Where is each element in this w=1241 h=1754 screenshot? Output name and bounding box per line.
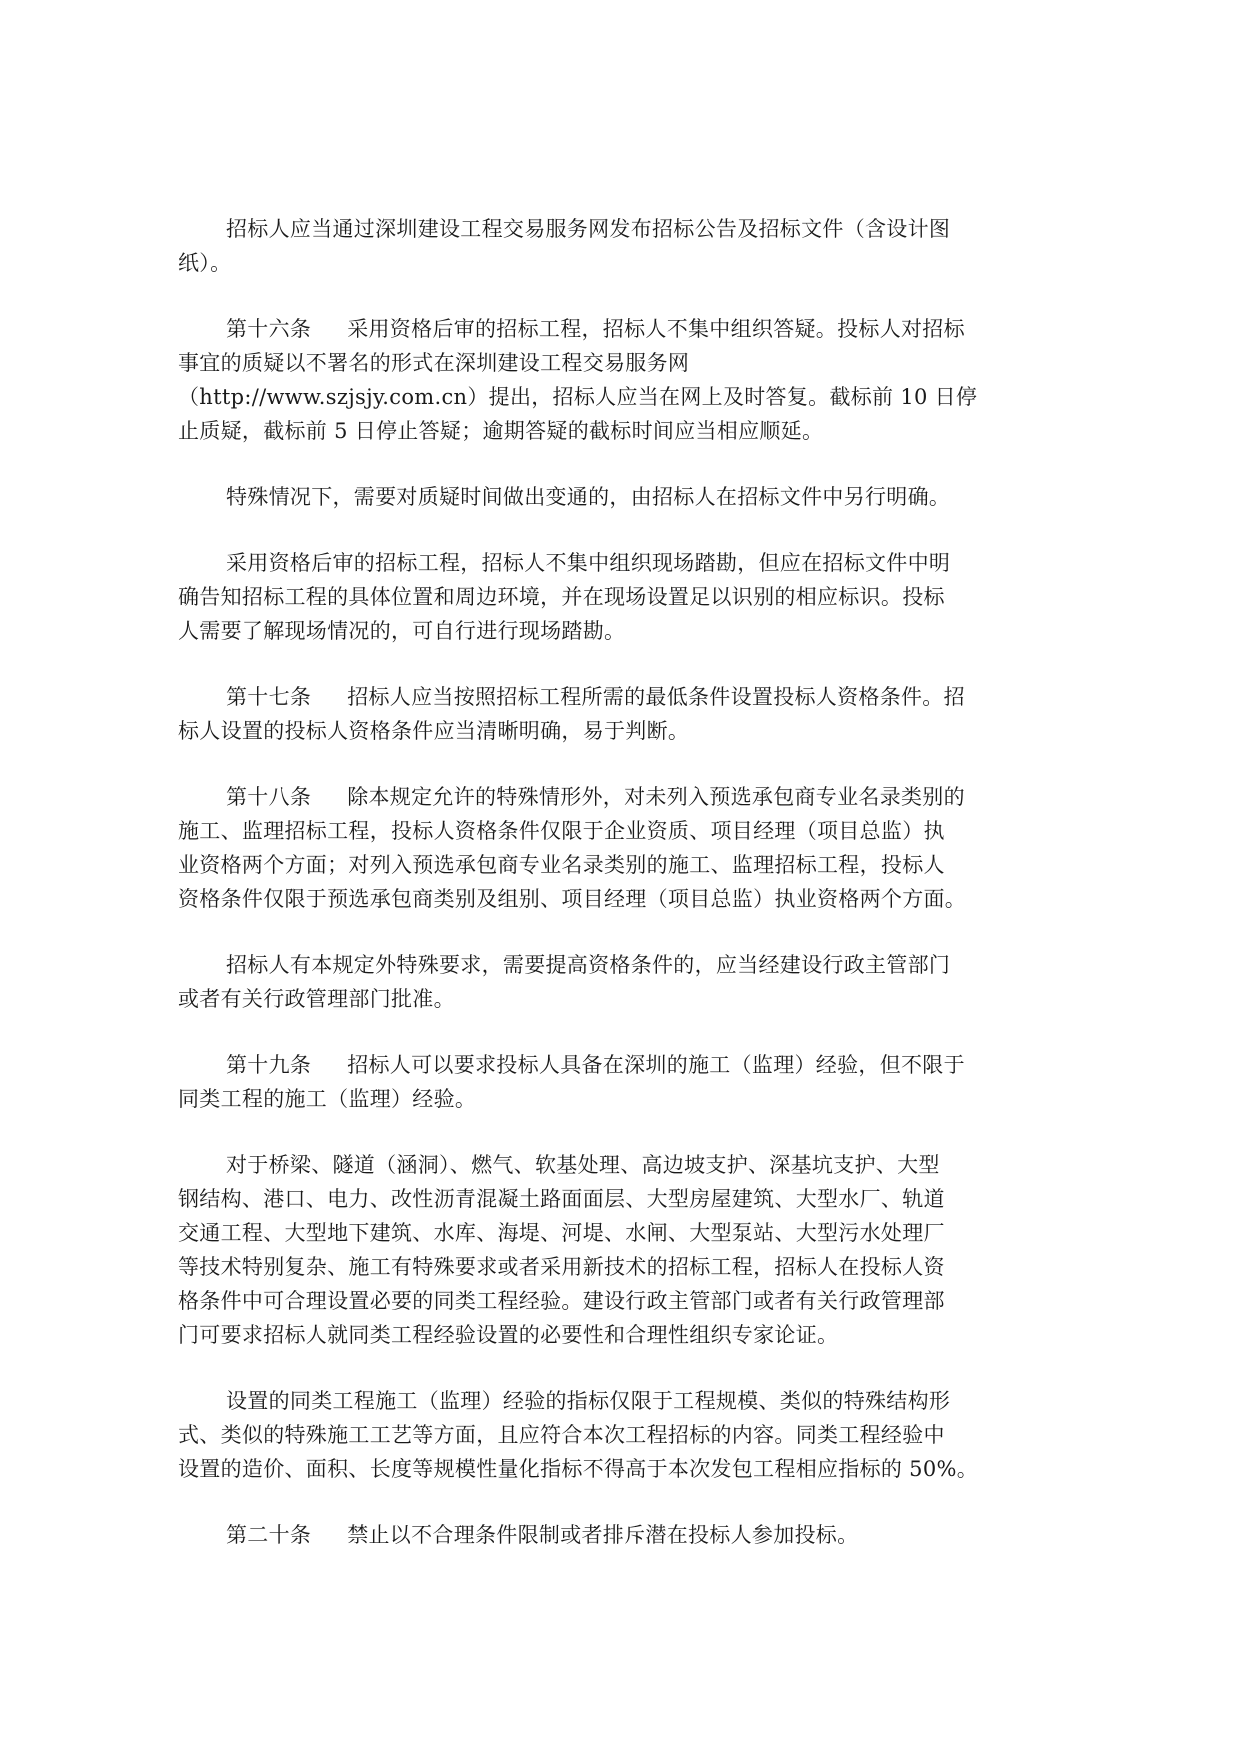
paragraph-line: 式、类似的特殊施工工艺等方面，且应符合本次工程招标的内容。同类工程经验中	[178, 1423, 945, 1447]
paragraph-line	[178, 780, 1073, 814]
paragraph-line: 确告知招标工程的具体位置和周边环境，并在现场设置足以识别的相应标识。投标	[178, 585, 945, 609]
article-text: 采用资格后审的招标工程，招标人不集中组织答疑。投标人对招标	[347, 317, 965, 341]
paragraph-line: 人需要了解现场情况的，可自行进行现场踏勘。	[178, 619, 626, 643]
paragraph	[178, 212, 1073, 280]
paragraph-line: 交通工程、大型地下建筑、水库、海堤、河堤、水闸、大型泵站、大型污水处理厂	[178, 1221, 945, 1245]
article-number: 第十七条	[226, 685, 312, 709]
article-19	[178, 1048, 1073, 1116]
paragraph-line: 钢结构、港口、电力、改性沥青混凝土路面面层、大型房屋建筑、大型水厂、轨道	[178, 1187, 945, 1211]
paragraph-line: 业资格两个方面；对列入预选承包商专业名录类别的施工、监理招标工程，投标人	[178, 853, 945, 877]
article-17	[178, 680, 1073, 748]
paragraph	[178, 1148, 1073, 1352]
article-16	[178, 312, 1073, 448]
document-body	[178, 212, 1073, 1584]
paragraph	[178, 1384, 1073, 1486]
paragraph-line: 格条件中可合理设置必要的同类工程经验。建设行政主管部门或者有关行政管理部	[178, 1289, 945, 1313]
article-text: 禁止以不合理条件限制或者排斥潜在投标人参加投标。	[347, 1523, 859, 1547]
article-20	[178, 1518, 1073, 1552]
article-text: 除本规定允许的特殊情形外，对未列入预选承包商专业名录类别的	[347, 785, 965, 809]
paragraph-line: 门可要求招标人就同类工程经验设置的必要性和合理性组织专家论证。	[178, 1323, 839, 1347]
paragraph-line	[178, 312, 1073, 346]
paragraph-line	[178, 680, 1073, 714]
article-number: 第十八条	[226, 785, 312, 809]
paragraph-line: 止质疑，截标前 5 日停止答疑；逾期答疑的截标时间应当相应顺延。	[178, 419, 824, 443]
paragraph-line: 施工、监理招标工程，投标人资格条件仅限于企业资质、项目经理（项目总监）执	[178, 819, 945, 843]
paragraph	[178, 480, 1073, 514]
paragraph-line: 采用资格后审的招标工程，招标人不集中组织现场踏勘，但应在招标文件中明	[226, 551, 951, 575]
article-number: 第二十条	[226, 1523, 312, 1547]
paragraph-line: 招标人应当通过深圳建设工程交易服务网发布招标公告及招标文件（含设计图	[226, 217, 951, 241]
paragraph-line: 纸）。	[178, 251, 232, 275]
paragraph-line: 等技术特别复杂、施工有特殊要求或者采用新技术的招标工程，招标人在投标人资	[178, 1255, 945, 1279]
article-number: 第十六条	[226, 317, 312, 341]
paragraph-line: 设置的造价、面积、长度等规模性量化指标不得高于本次发包工程相应指标的 50%。	[178, 1457, 979, 1481]
paragraph-line: 对于桥梁、隧道（涵洞）、燃气、软基处理、高边坡支护、深基坑支护、大型	[226, 1153, 940, 1177]
paragraph-line: 事宜的质疑以不署名的形式在深圳建设工程交易服务网	[178, 351, 690, 375]
article-text: 招标人应当按照招标工程所需的最低条件设置投标人资格条件。招	[347, 685, 965, 709]
paragraph-line: 设置的同类工程施工（监理）经验的指标仅限于工程规模、类似的特殊结构形	[226, 1389, 951, 1413]
paragraph-line: （http://www.szjsjy.com.cn）提出，招标人应当在网上及时答复。截标前 10 日停	[178, 385, 978, 409]
paragraph-line	[178, 1048, 1073, 1082]
paragraph	[178, 546, 1073, 648]
paragraph	[178, 948, 1073, 1016]
paragraph-line	[178, 1518, 1073, 1552]
article-18	[178, 780, 1073, 916]
article-number: 第十九条	[226, 1053, 312, 1077]
paragraph-line: 资格条件仅限于预选承包商类别及组别、项目经理（项目总监）执业资格两个方面。	[178, 887, 967, 911]
article-text: 招标人可以要求投标人具备在深圳的施工（监理）经验，但不限于	[347, 1053, 965, 1077]
paragraph-line: 或者有关行政管理部门批准。	[178, 987, 455, 1011]
paragraph-line: 同类工程的施工（监理）经验。	[178, 1087, 477, 1111]
paragraph-line: 特殊情况下，需要对质疑时间做出变通的，由招标人在招标文件中另行明确。	[226, 485, 951, 509]
paragraph-line: 招标人有本规定外特殊要求，需要提高资格条件的，应当经建设行政主管部门	[226, 953, 951, 977]
paragraph-line: 标人设置的投标人资格条件应当清晰明确，易于判断。	[178, 719, 690, 743]
